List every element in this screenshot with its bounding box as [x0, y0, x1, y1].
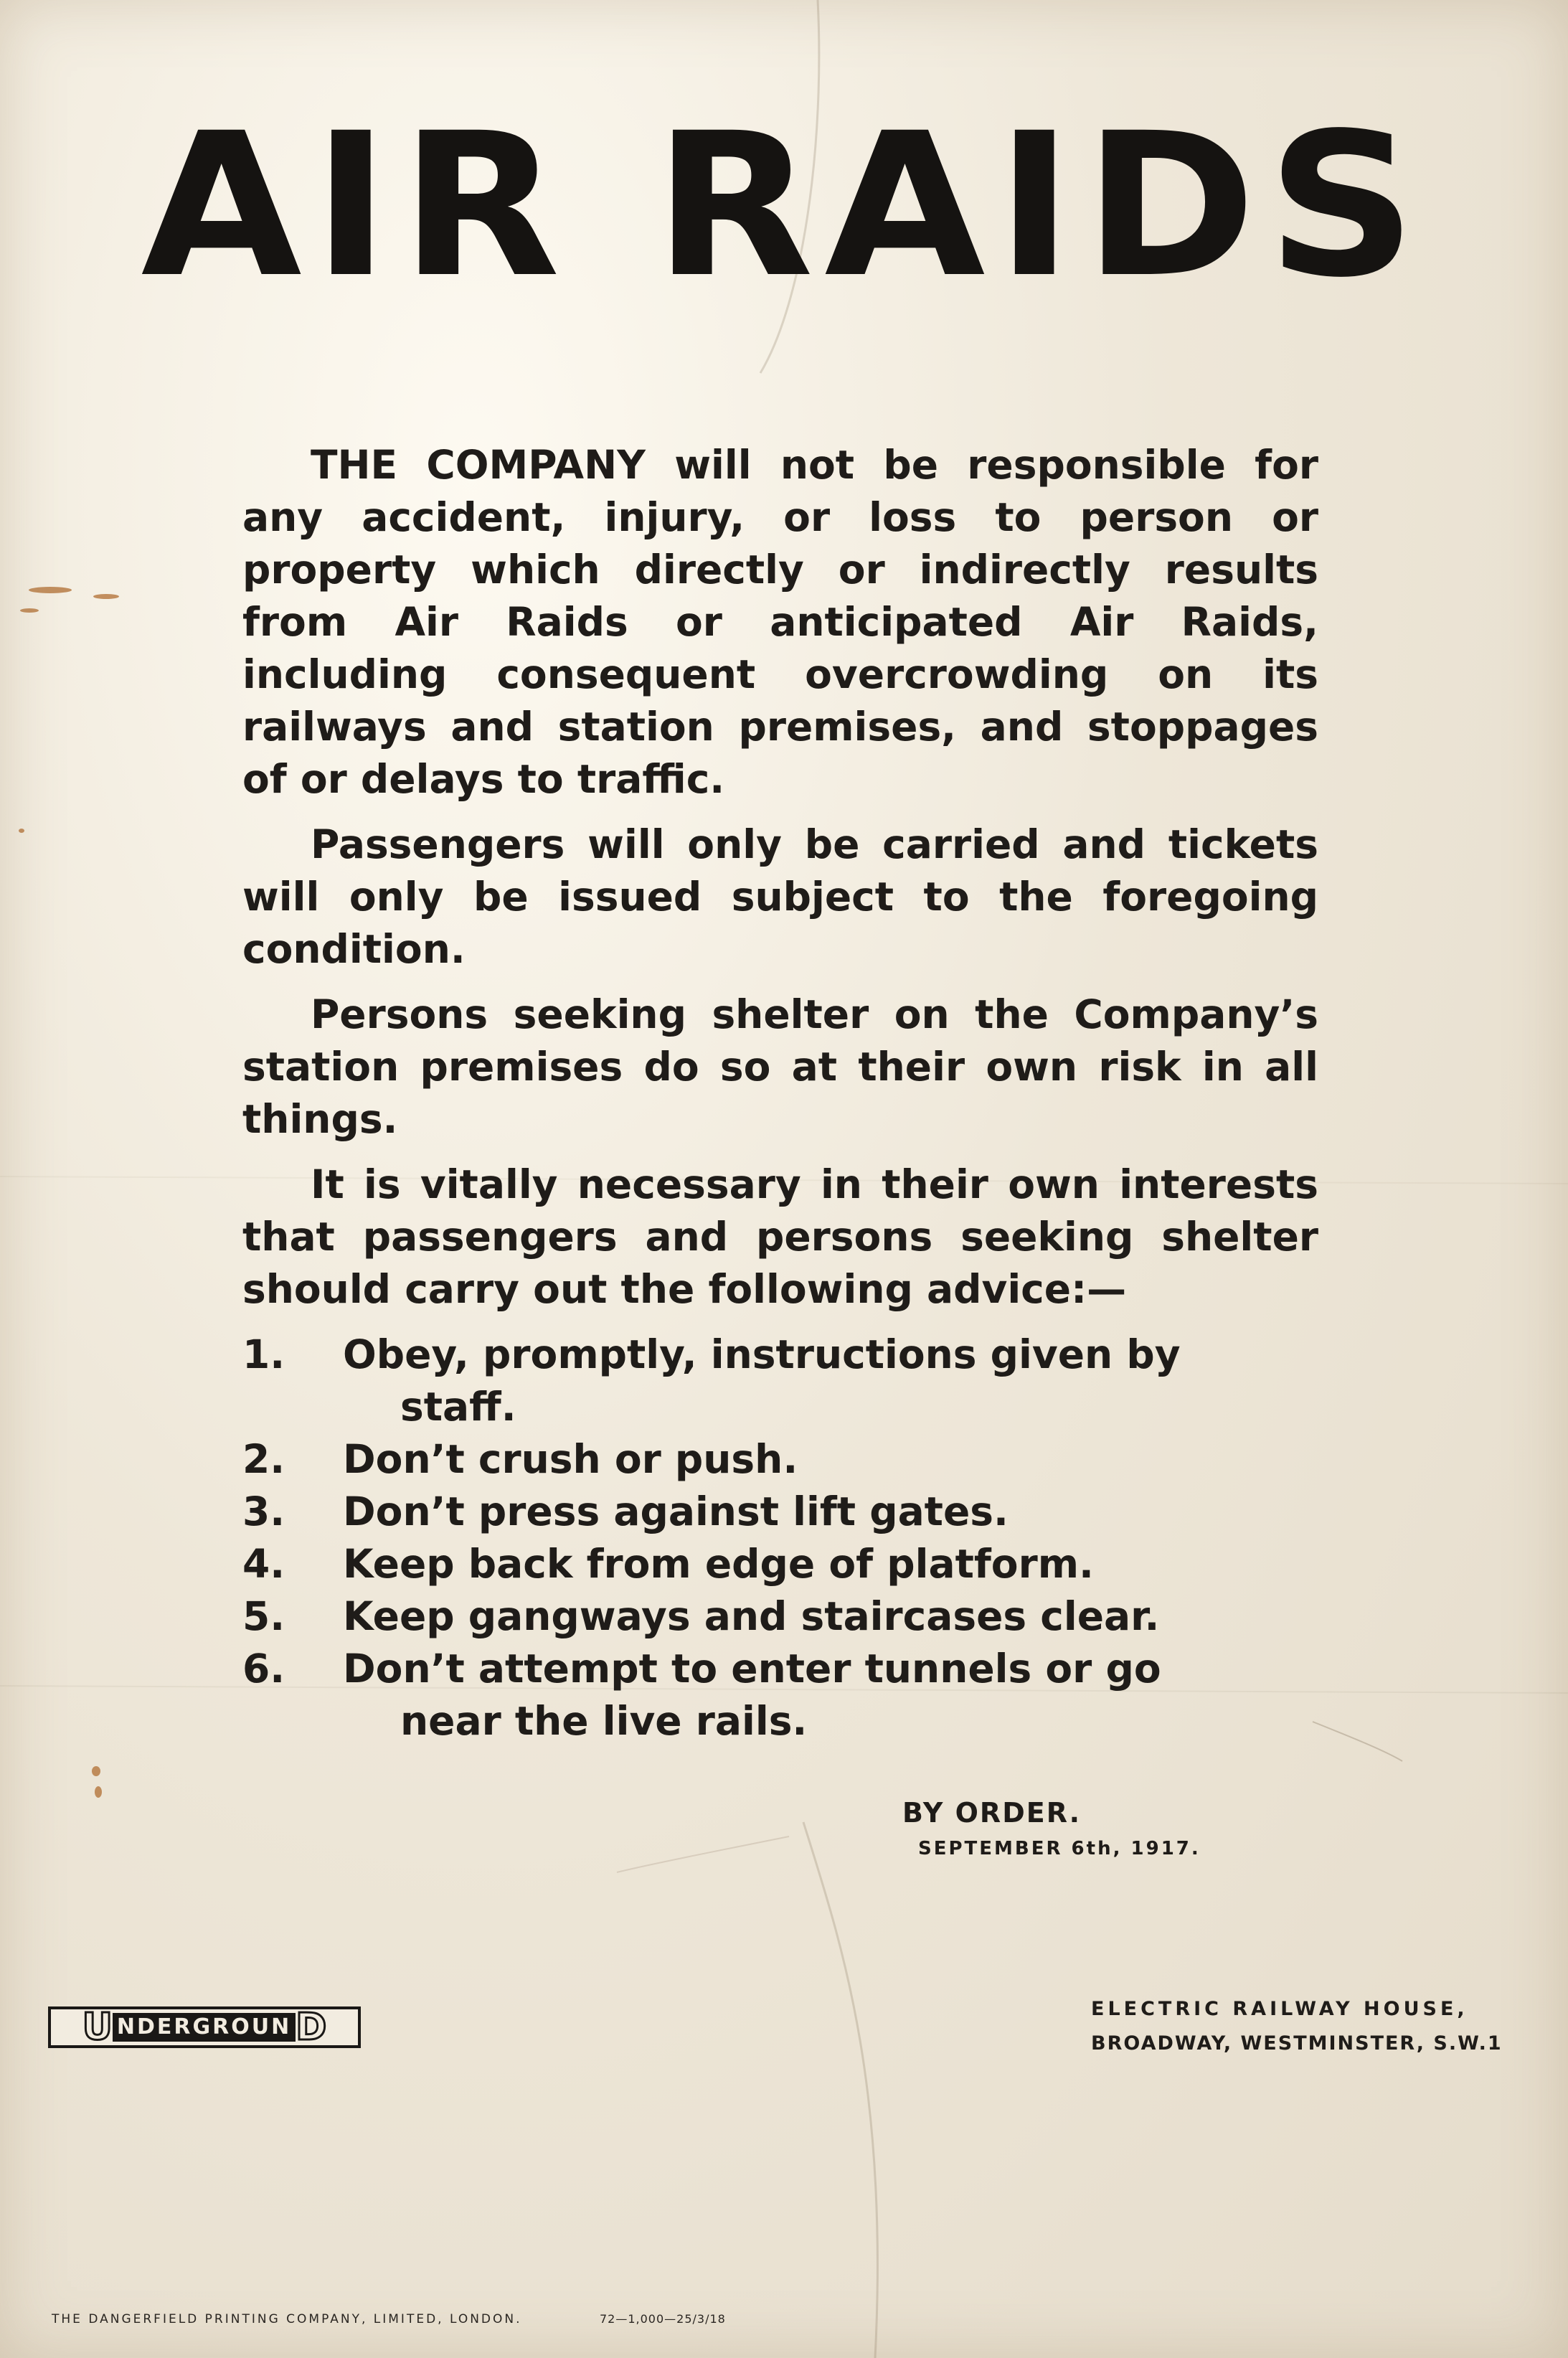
list-item-number: 5. [242, 1593, 285, 1639]
list-item-number: 3. [242, 1489, 285, 1534]
list-item-continuation: staff. [400, 1384, 516, 1430]
rust-stain [20, 608, 39, 613]
poster-title: AIR RAIDS [141, 91, 1427, 321]
list-item [242, 1643, 1318, 1748]
list-item-text: Keep gangways and staircases clear. [343, 1593, 1160, 1639]
list-item-text: Don’t crush or push. [343, 1436, 798, 1482]
rust-stain [29, 587, 72, 593]
list-item-number: 4. [242, 1541, 285, 1587]
list-item [242, 1538, 1318, 1590]
list-item [242, 1329, 1318, 1433]
printer-credit: THE DANGERFIELD PRINTING COMPANY, LIMITED, LONDON. [52, 2312, 522, 2326]
paragraph-shelter: Persons seeking shelter on the Company’s station premises do so at their own risk in all things. [242, 991, 1318, 1142]
list-item [242, 1590, 1318, 1643]
address-line-2: BROADWAY, WESTMINSTER, S.W.1 [1091, 2032, 1503, 2055]
list-item-text: Obey, promptly, instructions given by [343, 1331, 1181, 1377]
list-item-text: Don’t attempt to enter tunnels or go [343, 1646, 1161, 1692]
list-item-continuation: near the live rails. [400, 1698, 808, 1744]
logo-middle-letters: NDERGROUN [116, 2014, 292, 2039]
paragraph-advice-intro: It is vitally necessary in their own interests that passengers and persons seeking shelter should carry out the following advice:— [242, 1161, 1318, 1312]
rust-stain [19, 829, 24, 833]
underground-logo [48, 2006, 361, 2048]
list-item-text: Keep back from edge of platform. [343, 1541, 1094, 1587]
list-item-text: Don’t press against lift gates. [343, 1489, 1009, 1534]
list-item [242, 1486, 1318, 1538]
by-order: BY ORDER. [902, 1797, 1082, 1829]
paragraph-liability: THE COMPANY will not be responsible for any accident, injury, or loss to person or property which directly or indirectly results from Air Raids or anticipated Air Raids, including consequent overcrowding on its railways and station premises, and stoppages of or delays to traffic. [242, 442, 1318, 802]
address-line-1: ELECTRIC RAILWAY HOUSE, [1091, 1998, 1468, 2020]
list-item-number: 2. [242, 1436, 285, 1482]
list-item-number: 6. [242, 1646, 285, 1692]
company-address [1091, 1992, 1503, 2061]
logo-first-letter: U [82, 2006, 113, 2049]
rust-stain [93, 594, 119, 599]
rust-stain [95, 1786, 102, 1798]
list-item-number: 1. [242, 1331, 285, 1377]
logo-last-letter: D [296, 2006, 327, 2049]
list-item [242, 1433, 1318, 1486]
rust-stain [92, 1766, 100, 1776]
paragraph-tickets: Passengers will only be carried and tickets will only be issued subject to the foregoing condition. [242, 821, 1318, 972]
notice-body [242, 439, 1318, 1748]
advice-list [242, 1329, 1318, 1748]
notice-date: SEPTEMBER 6th, 1917. [918, 1838, 1201, 1859]
print-code: 72—1,000—25/3/18 [600, 2312, 726, 2326]
